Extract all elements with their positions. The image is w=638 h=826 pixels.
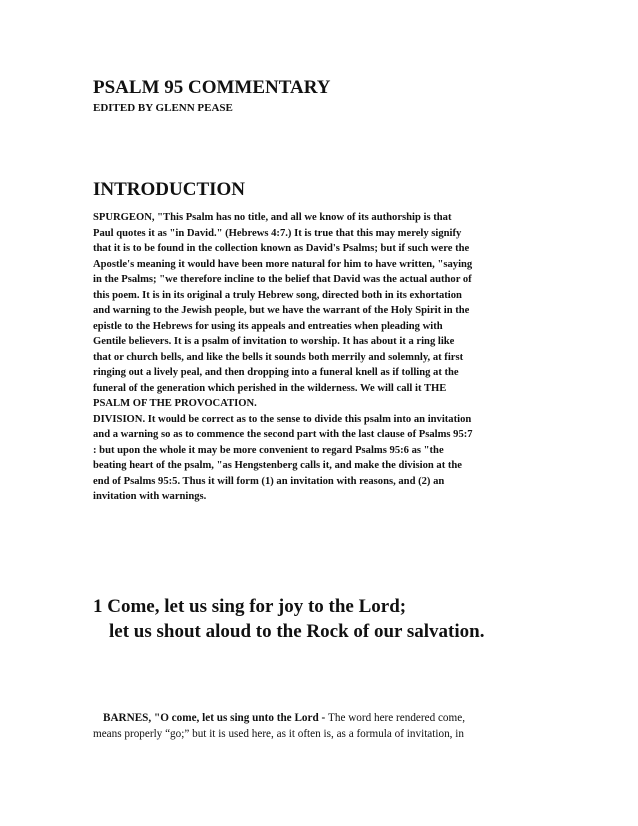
introduction-line: Paul quotes it as "in David." (Hebrews 4:7.) It is true that this may merely signify	[93, 227, 462, 239]
introduction-line: that it is to be found in the collection known as David's Psalms; but if such were the	[93, 243, 470, 254]
introduction-line: and warning to the Jewish people, but we have the warrant of the Holy Spirit in the	[93, 305, 470, 316]
introduction-line: Apostle's meaning it would have been more natural for him to have written, "saying	[93, 258, 473, 270]
introduction-line: : but upon the whole it may be more convenient to regard Psalms 95:6 as "the	[93, 444, 444, 456]
introduction-line: end of Psalms 95:5. Thus it will form (1) an invitation with reasons, and (2) an	[93, 475, 445, 487]
introduction-line: that or church bells, and like the bells it sounds both merrily and solemnly, at first	[93, 351, 464, 363]
barnes-text: The word here rendered come,	[328, 712, 465, 724]
introduction-line: epistle to the Hebrews for using its appeals and entreaties when pleading with	[93, 320, 443, 332]
document-title: PSALM 95 COMMENTARY	[93, 77, 331, 98]
barnes-lead: BARNES, "O come, let us sing unto the Lord -	[103, 712, 329, 724]
introduction-line: Gentile believers. It is a psalm of invitation to worship. It has about it a ring like	[93, 336, 455, 347]
introduction-heading: INTRODUCTION	[93, 179, 246, 200]
verse-line: 1 Come, let us sing for joy to the Lord;	[93, 596, 407, 617]
introduction-line: DIVISION. It would be correct as to the sense to divide this psalm into an invitation	[93, 413, 472, 425]
introduction-line: ringing out a lively peal, and then dropping into a funeral knell as if tolling at the	[93, 367, 459, 378]
introduction-line: PSALM OF THE PROVOCATION.	[93, 398, 257, 409]
introduction-body	[93, 210, 545, 505]
introduction-line: beating heart of the psalm, "as Hengstenberg calls it, and make the division at the	[93, 460, 463, 471]
introduction-line: in the Psalms; "we therefore incline to the belief that David was the actual author of	[93, 274, 472, 285]
barnes-line	[93, 711, 545, 727]
introduction-line: SPURGEON, "This Psalm has no title, and all we know of its authorship is that	[93, 212, 452, 223]
verse-1	[93, 594, 484, 644]
document-subtitle: EDITED BY GLENN PEASE	[93, 102, 233, 114]
introduction-line: funeral of the generation which perished in the wilderness. We will call it THE	[93, 382, 447, 394]
introduction-line: this poem. It is in its original a truly Hebrew song, directed both in its exhortation	[93, 289, 462, 301]
introduction-line: invitation with warnings.	[93, 491, 207, 502]
barnes-line: means properly “go;” but it is used here, as it often is, as a formula of invitation, in	[93, 727, 464, 740]
barnes-commentary	[93, 711, 545, 742]
introduction-line: and a warning so as to commence the second part with the last clause of Psalms 95:7	[93, 429, 473, 440]
verse-line: let us shout aloud to the Rock of our salvation.	[109, 621, 485, 642]
